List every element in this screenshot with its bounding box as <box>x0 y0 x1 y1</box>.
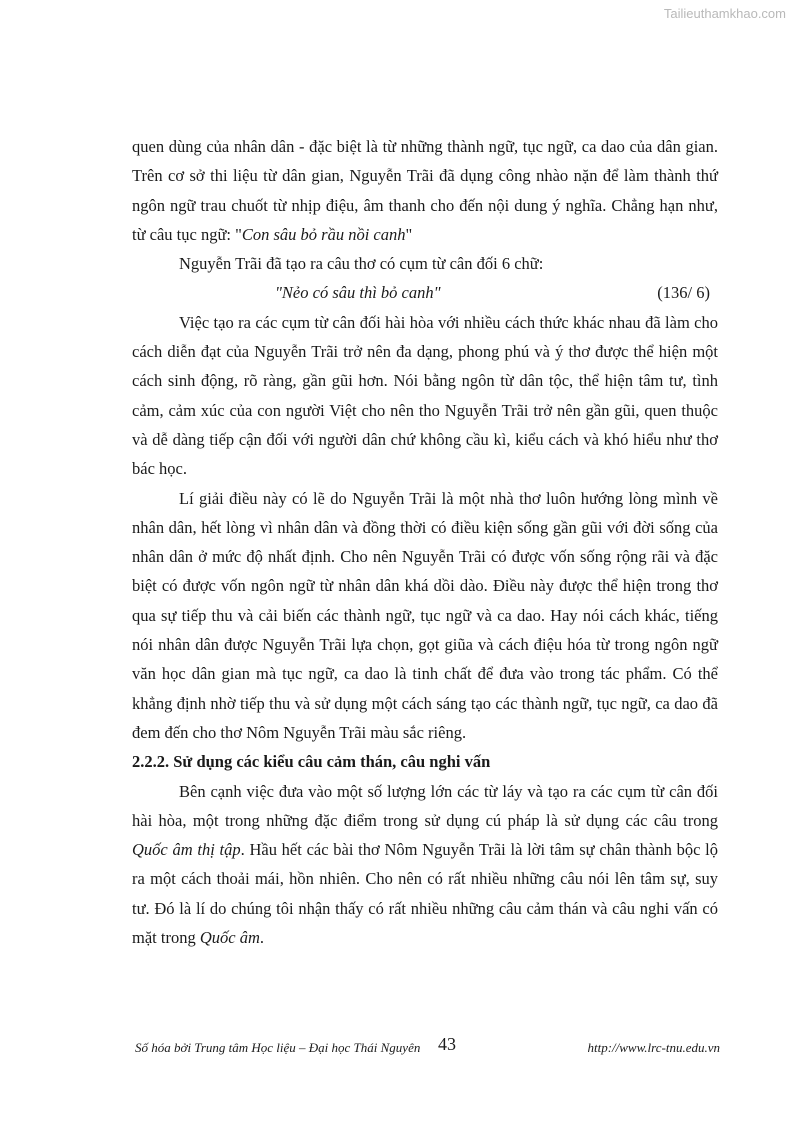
watermark-text: Tailieuthamkhao.com <box>663 6 786 21</box>
page-footer <box>135 1034 720 1064</box>
proverb-quote: Con sâu bỏ rầu nồi canh <box>241 224 406 244</box>
paragraph-2: Nguyễn Trãi đã tạo ra câu thơ có cụm từ cân đối 6 chữ: <box>179 254 544 274</box>
footer-url: http://www.lrc-tnu.edu.vn <box>587 1040 720 1055</box>
paragraph-3: Việc tạo ra các cụm từ cân đối hài hòa với nhiều cách thức khác nhau đã làm cho cách diễn đạt của Nguyễn Trãi trở nên đa dạng, phong phú và ý thơ được thể hiện một cách sinh động, rõ ràng, gần gũi hơn. Nói bằng ngôn từ dân tộc, thể hiện tâm tư, tình cảm, cảm xúc của con người Việt cho nên tho Nguyễn Trãi trở nên gần gũi, quen thuộc và dễ dàng tiếp cận đối với người dân chứ không cầu kì, kiểu cách và khó hiểu như thơ bác học. <box>132 312 718 479</box>
footer-credit: Số hóa bởi Trung tâm Học liệu – Đại học Thái Nguyên <box>135 1040 421 1055</box>
verse-quote: "Nẻo có sâu thì bỏ canh" <box>275 283 441 303</box>
page-number: 43 <box>438 1034 456 1054</box>
paragraph-1-text: quen dùng của nhân dân - đặc biệt là từ những thành ngữ, tục ngữ, ca dao của dân gian. Trên cơ sở thi liệu từ dân gian, Nguyễn Trãi đã dụng công nhào nặn để làm thành thứ ngôn ngữ trau chuốt từ nhịp điệu, âm thanh cho đến nội dung ý nghĩa. Chẳng hạn như, từ câu tục ngữ: " <box>132 137 718 244</box>
paragraph-5-text-a: Bên cạnh việc đưa vào một số lượng lớn các từ láy và tạo ra các cụm từ cân đối hài hòa, một trong những đặc điểm trong sử dụng cú pháp là sử dụng các câu trong <box>132 781 718 830</box>
document-body <box>132 132 718 952</box>
verse-reference: (136/ 6) <box>657 283 710 303</box>
book-title: Quốc âm thị tập <box>132 840 241 860</box>
paragraph-5 <box>132 777 718 953</box>
paragraph-5-end: . <box>259 928 264 948</box>
paragraph-5-text-b: . Hầu hết các bài thơ Nôm Nguyễn Trãi là lời tâm sự chân thành bộc lộ ra một cách thoải mái, hồn nhiên. Cho nên có rất nhiều những câu nói lên tâm sự, suy tư. Đó là lí do chúng tôi nhận thấy có rất nhiều những câu cảm thán và câu nghi vấn có mặt trong <box>132 840 718 948</box>
paragraph-1-end: " <box>405 224 413 244</box>
book-title-short: Quốc âm <box>199 928 260 948</box>
paragraph-4: Lí giải điều này có lẽ do Nguyễn Trãi là một nhà thơ luôn hướng lòng mình về nhân dân, hết lòng vì nhân dân và đồng thời có điều kiện sống gần gũi với đời sống của nhân dân ở mức độ nhất định. Cho nên Nguyễn Trãi có được vốn sống rộng rãi và đặc biệt có được vốn ngôn ngữ từ nhân dân khá dồi dào. Điều này được thể hiện trong thơ qua sự tiếp thu và cải biến các thành ngữ, tục ngữ và ca dao. Hay nói cách khác, tiếng nói nhân dân được Nguyễn Trãi lựa chọn, gọt giũa và cách điệu hóa từ trong ngôn ngữ văn học dân gian mà tục ngữ, ca dao là tinh chất để đưa vào trong tác phẩm. Có thể khẳng định nhờ tiếp thu và sử dụng một cách sáng tạo các thành ngữ, tục ngữ, ca dao đã đem đến cho thơ Nôm Nguyễn Trãi màu sắc riêng. <box>132 488 718 742</box>
verse-line <box>132 278 718 307</box>
paragraph-1 <box>132 132 718 249</box>
section-heading: 2.2.2. Sử dụng các kiểu câu cảm thán, câu nghi vấn <box>132 752 491 772</box>
